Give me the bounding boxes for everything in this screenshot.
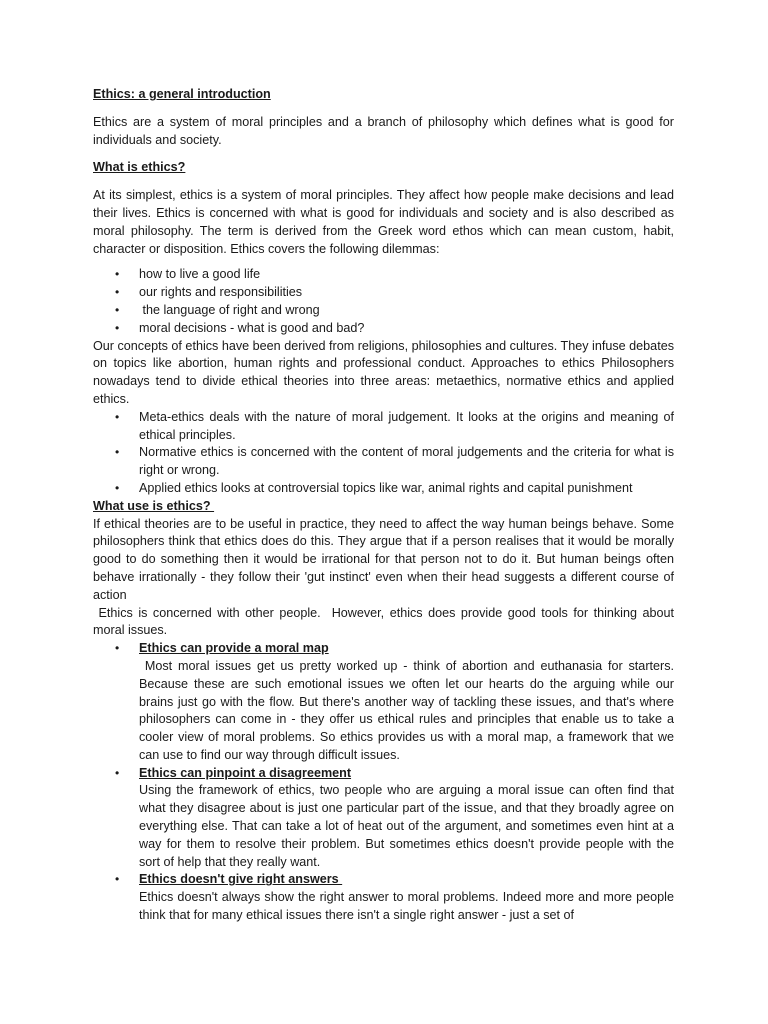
bullet-icon: •	[115, 765, 120, 780]
point-body: Most moral issues get us pretty worked up - think of abortion and euthanasia for starters. Because these are such emotional issues we often let our hearts do the arguing while our brains just go with the flow. But there's another way of tackling these issues, and that's where philosophers can come in - they offer us ethical rules and principles that enable us to take a cooler view of moral problems. So ethics provides us with a moral map, a framework that we can use to find our way through difficult issues.	[139, 658, 678, 762]
document-page	[93, 86, 678, 925]
what-is-paragraph: At its simplest, ethics is a system of moral principles. They affect how people make decisions and lead their lives. Ethics is concerned with what is good for individuals and society and is also described as moral philosophy. The term is derived from the Greek word ethos which can mean custom, habit, character or disposition. Ethics covers the following dilemmas:	[93, 188, 674, 256]
bullet-icon: •	[115, 320, 120, 335]
points-list	[93, 640, 678, 925]
bullet-icon: •	[115, 480, 120, 495]
bullet-icon: •	[115, 267, 120, 282]
what-is-ethics-heading: What is ethics?	[93, 160, 186, 175]
bullet-icon: •	[115, 302, 120, 317]
list-item	[93, 640, 678, 765]
point-body: Using the framework of ethics, two people who are arguing a moral issue can often find that what they disagree about is just one particular part of the issue, and that they broadly agree on everything else. That can take a lot of heat out of the argument, and sometimes even hint at a way for them to resolve their problem. But sometimes ethics doesn't provide people with the sort of help that they really want.	[139, 783, 674, 869]
list-item: • Meta-ethics deals with the nature of moral judgement. It looks at the origins and meaning of ethical principles.	[115, 409, 674, 442]
what-use-paragraph: If ethical theories are to be useful in practice, they need to affect the way human beings behave. Some philosophers think that ethics does do this. They argue that if a person realises that it would be morally good to do something then it would be irrational for that person not to do it. But human beings often behave irrationally - they follow their 'gut instinct' even when their head suggests a different course of action	[93, 516, 674, 602]
list-item	[93, 765, 674, 872]
areas-list	[93, 409, 674, 498]
bullet-icon: •	[115, 409, 120, 424]
list-item: • Applied ethics looks at controversial topics like war, animal rights and capital punishment	[93, 480, 674, 498]
list-item: • moral decisions - what is good and bad?	[93, 320, 674, 338]
bullet-icon: •	[115, 285, 120, 300]
intro-paragraph: Ethics are a system of moral principles and a branch of philosophy which defines what is good for individuals and society.	[93, 114, 674, 147]
list-item: • how to live a good life	[93, 266, 674, 284]
what-use-heading: What use is ethics?	[93, 498, 215, 513]
point-title: Ethics doesn't give right answers	[139, 872, 343, 887]
bullet-icon: •	[115, 445, 120, 460]
list-item: • Normative ethics is concerned with the content of moral judgements and the criteria for what is right or wrong.	[115, 445, 674, 478]
concepts-paragraph: Our concepts of ethics have been derived from religions, philosophies and cultures. They infuse debates on topics like abortion, human rights and professional conduct. Approaches to ethics Philosophers nowadays tend to divide ethical theories into three areas: metaethics, normative ethics and applied ethics.	[93, 338, 674, 406]
point-title: Ethics can provide a moral map	[139, 641, 329, 656]
list-item: • the language of right and wrong	[93, 302, 674, 320]
point-title: Ethics can pinpoint a disagreement	[139, 765, 352, 780]
bullet-icon: •	[115, 641, 120, 656]
bullet-icon: •	[115, 872, 120, 887]
other-people-paragraph: Ethics is concerned with other people. However, ethics does provide good tools for thinking about moral issues.	[93, 605, 678, 638]
list-item	[93, 871, 674, 924]
dilemmas-list	[93, 266, 674, 337]
point-body: Ethics doesn't always show the right answer to moral problems. Indeed more and more people think that for many ethical issues there isn't a single right answer - just a set of	[139, 890, 674, 923]
document-title: Ethics: a general introduction	[93, 87, 271, 101]
list-item: • our rights and responsibilities	[93, 284, 674, 302]
